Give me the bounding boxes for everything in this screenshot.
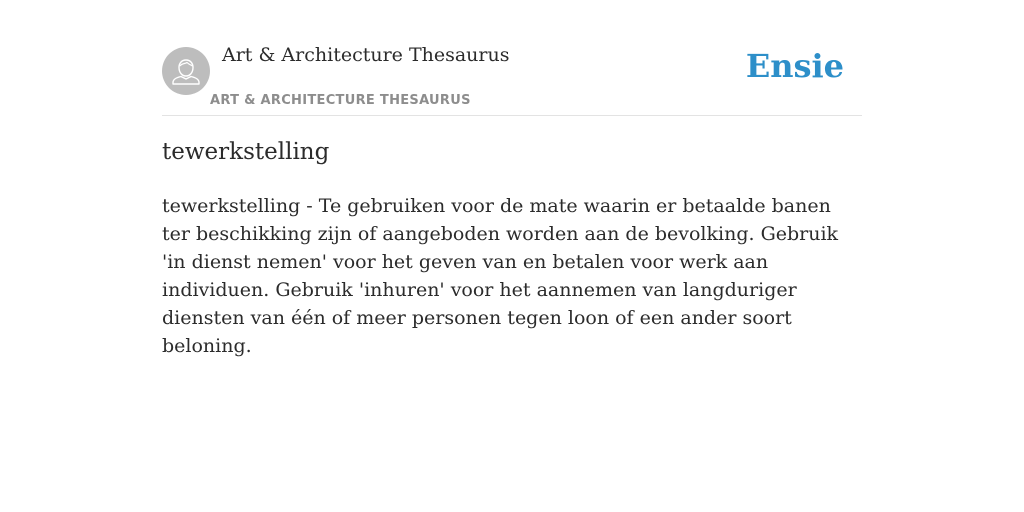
source-title[interactable]: Art & Architecture Thesaurus bbox=[222, 44, 510, 66]
source-subtitle[interactable]: ART & ARCHITECTURE THESAURUS bbox=[210, 93, 471, 108]
user-silhouette-icon bbox=[162, 47, 210, 95]
avatar[interactable] bbox=[162, 47, 210, 95]
ensie-logo[interactable]: Ensie bbox=[745, 47, 844, 85]
definition-text: tewerkstelling - Te gebruiken voor de mate waarin er betaalde banen ter beschikking zijn of aangeboden worden aan de bevolking. Gebruik 'in dienst nemen' voor het geven van en betalen voor werk aan individuen. Gebruik 'inhuren' voor het aannemen van langduriger diensten van één of meer personen tegen loon of een ander soort beloning. bbox=[162, 195, 839, 357]
source-header bbox=[162, 0, 862, 116]
page-title: tewerkstelling bbox=[162, 139, 330, 165]
